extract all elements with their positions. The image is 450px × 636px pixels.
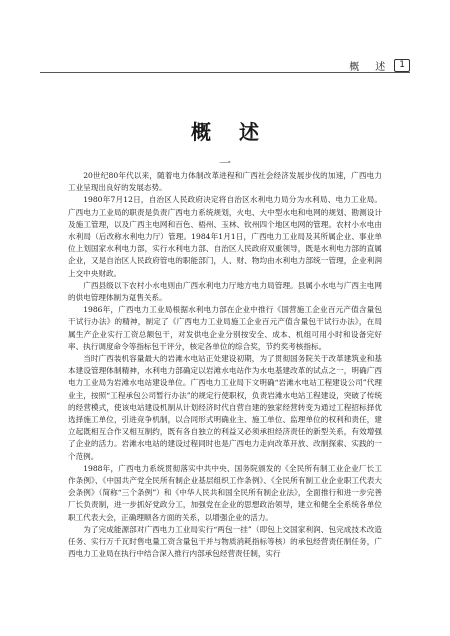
section-number: 一 (218, 156, 231, 170)
chapter-title: 概述 (191, 120, 287, 144)
header-rule (40, 72, 410, 73)
paragraph: 广西县级以下农村小水电则由广西水利电力厅地方电力局管理。县属小水电与广西主电网的供电管理体制为趸售关系。 (68, 280, 382, 303)
paragraph: 20世纪80年代以来，随着电力体制改革进程和广西社会经济发展步伐的加速，广西电力工业呈现出良好的发展态势。 (68, 171, 382, 193)
paragraph: 1980年7月12日，自治区人民政府决定将自治区水利电力局分为水利局、电力工业局。广西电力工业局的职责是负责广西电力系统规划，火电、大中型水电和电网的规划、勘测设计及施工管理，以及广西主电网和百色、梧州、玉林、钦州四个地区电网的管理。农村小水电由水利局（后改称水利电力厅）管理。1984年1月1日，广西电力工业局及其所属企业、事业单位上划国家水利电力部，实行水利电力部、自治区人民政府双重领导，既是水利电力部的直属企业，又是自治区人民政府管电的职能部门，人、财、物均由水利电力部统一管理，企业利润上交中央财政。 (68, 195, 382, 278)
paragraph: 1986年，广西电力工业局根据水利电力部在企业中推行《国营施工企业百元产值含量包干试行办法》的精神，制定了《广西电力工业局施工企业百元产值含量包干试行办法》，在局属生产企业实行工资总额包干，对发供电企业分别按安全、成本、机组可用小时和设备完好率、执行调度命令等指标包干评分，核定各单位的综合奖，节约奖考核指标。 (68, 305, 382, 351)
paragraph: 1988年，广西电力系统贯彻落实中共中央、国务院颁发的《全民所有制工业企业厂长工作条例》、《中国共产党全民所有制企业基层组织工作条例》、《全民所有制工业企业职工代表大会条例》（简称“三个条例”）和《中华人民共和国全民所有制企业法》，全面推行和进一步完善厂长负责制，进一步抓好党政分工，加强党在企业的思想政治领导，建立和健全全系统各单位职工代表大会，正确理顺各方面的关系，以增强企业的活力。 (68, 463, 382, 522)
body-text (68, 170, 382, 561)
running-head (349, 58, 410, 73)
paragraph: 为了完成能源部对广西电力工业局实行“两包一挂”（即包上交国家利润、包完成技术改造任务、实行万千瓦时售电量工资含量包干并与物质消耗指标等核）的承包经营责任制任务，广西电力工业局在执行中结合深入推行内部承包经营责任制，实行 (68, 524, 382, 559)
page-number: 1 (394, 59, 410, 72)
paragraph: 当时广西装机容量最大的岩滩水电站正处建设初期，为了贯彻国务院关于改革建筑业和基本建设管理体制精神，水利电力部确定以岩滩水电站作为水电基建改革的试点之一，明确广西电力工业局为岩滩水电站建设单位。广西电力工业局下文明确“岩滩水电站工程建设公司”代理业主，按照“工程承包公司暂行办法”的规定行使职权，负责岩滩水电站工程建设，突破了传统的经营模式，使该电站建设机制从计划经济时代自营自建的独家经营转变为通过工程招标择优选择施工单位，引进竞争机制，以合同形式明确业主、施工单位、监理单位的权利和责任，建立起既相互合作又相互制约，既有各自独立的利益又必须承担经济责任的新型关系，有效增强了企业的活力。岩滩水电站的建设过程同时也是广西电力走向改革开放、改制探索、实践的一个范例。 (68, 354, 382, 461)
running-title: 概 述 (349, 62, 389, 73)
